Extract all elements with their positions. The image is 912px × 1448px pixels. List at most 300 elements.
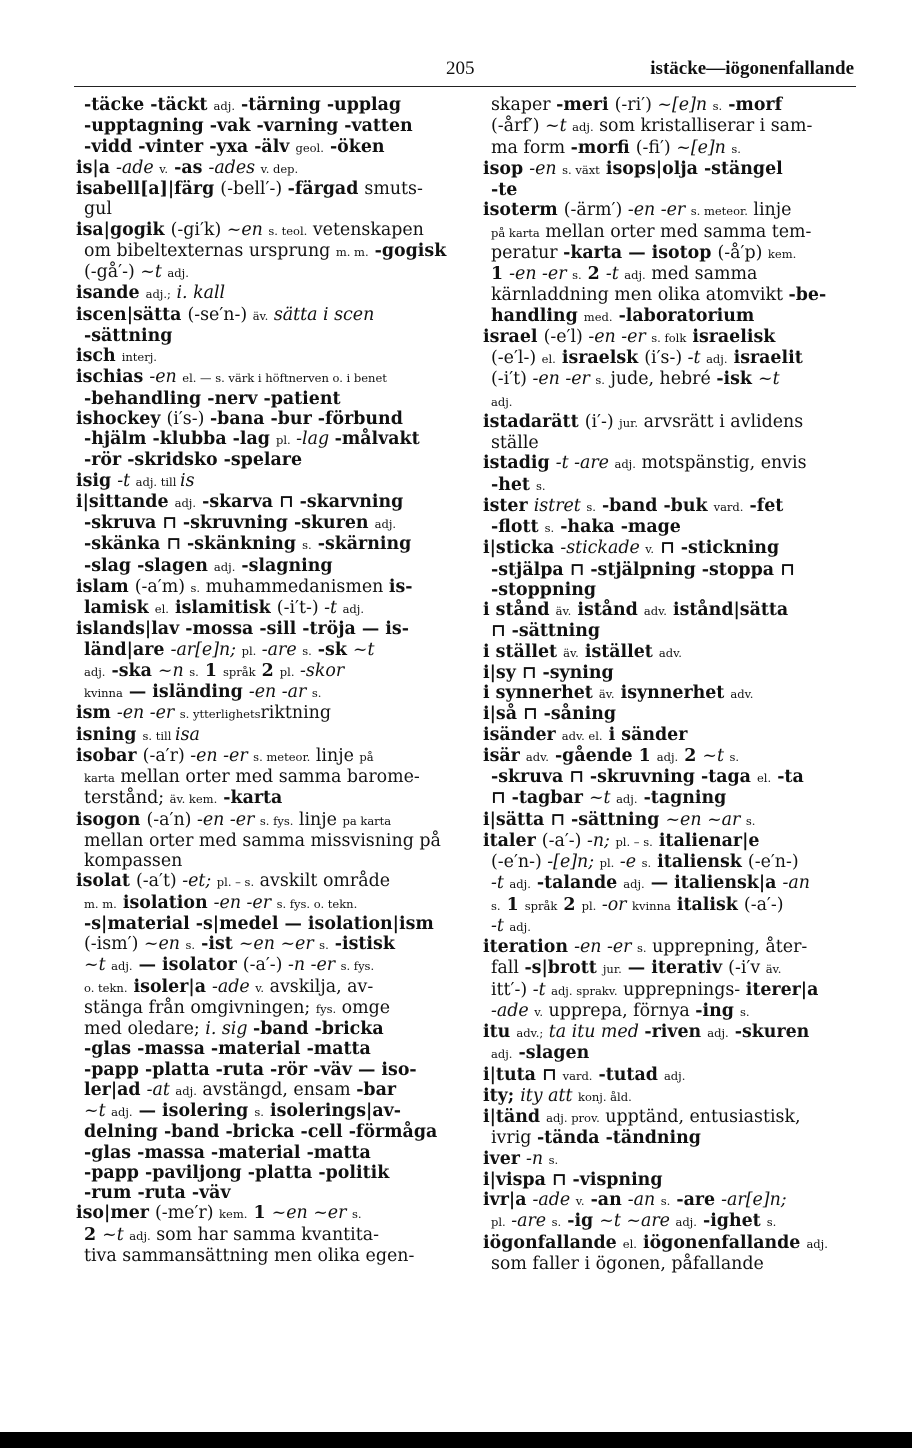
text-segment: sätta i scen bbox=[268, 304, 375, 325]
text-segment: israelisk bbox=[686, 326, 776, 347]
dictionary-line bbox=[483, 683, 855, 704]
text-segment: v. dep. bbox=[260, 161, 299, 176]
dictionary-line bbox=[483, 788, 855, 809]
text-segment: -gående 1 bbox=[548, 745, 657, 766]
text-segment: (-ärm′) bbox=[563, 200, 628, 221]
text-segment: gul bbox=[84, 199, 112, 220]
text-segment: s. bbox=[586, 499, 596, 514]
text-segment: ~ bbox=[102, 1224, 117, 1245]
text-segment: i synnerhet bbox=[483, 683, 599, 703]
text-segment: i|sy ⊓ -syning bbox=[483, 662, 614, 683]
text-segment: vetenskapen bbox=[307, 219, 424, 240]
text-segment: -n; bbox=[586, 830, 616, 851]
text-segment: -n bbox=[526, 1148, 549, 1169]
text-segment: ~ bbox=[157, 660, 173, 681]
text-segment: isop bbox=[483, 158, 530, 179]
text-segment: -behandling -nerv -patient bbox=[84, 388, 341, 409]
text-segment: -en -er bbox=[509, 264, 573, 284]
text-segment: ler|ad bbox=[84, 1079, 147, 1100]
text-segment: (-ism′) ~ bbox=[84, 934, 159, 954]
dictionary-line bbox=[76, 283, 448, 304]
dictionary-line bbox=[483, 560, 855, 580]
text-segment: s. fys. bbox=[259, 813, 294, 828]
dictionary-line bbox=[76, 998, 448, 1019]
text-segment: -en -er bbox=[588, 326, 652, 347]
text-segment: [e]n bbox=[672, 95, 713, 115]
text-segment: muhammedanismen bbox=[200, 576, 389, 597]
text-segment: konj. åld. bbox=[578, 1089, 632, 1104]
text-segment: s. bbox=[311, 686, 322, 700]
text-segment: s. bbox=[729, 749, 740, 764]
dictionary-line bbox=[483, 1149, 855, 1170]
text-segment: i stället bbox=[483, 641, 564, 662]
text-segment: en bbox=[241, 219, 269, 240]
dictionary-line bbox=[483, 159, 855, 180]
dictionary-line bbox=[76, 810, 448, 831]
text-segment: i|sittande bbox=[76, 491, 175, 512]
text-segment: -t bbox=[532, 979, 552, 1000]
dictionary-line bbox=[76, 661, 448, 682]
text-segment: s. bbox=[185, 938, 196, 952]
text-segment: (i′-) bbox=[584, 411, 620, 432]
dictionary-line bbox=[76, 326, 448, 346]
text-segment: jur. bbox=[602, 962, 622, 977]
text-segment: s. bbox=[739, 1004, 750, 1019]
text-segment: ity att bbox=[520, 1085, 578, 1106]
text-segment: -s|material -s|medel — isolation|ism bbox=[84, 913, 434, 934]
text-segment: (-i′v bbox=[728, 958, 766, 979]
text-segment: istadig bbox=[483, 453, 556, 474]
text-segment: el. bbox=[541, 352, 556, 366]
text-segment: -stoppning bbox=[491, 579, 597, 600]
dictionary-line bbox=[483, 496, 855, 517]
text-segment: italisk bbox=[670, 894, 744, 915]
text-segment: adj.; bbox=[145, 287, 171, 302]
text-segment: 2 bbox=[678, 745, 703, 766]
text-segment: -rör -skridsko -spelare bbox=[84, 450, 303, 471]
dictionary-line bbox=[76, 471, 448, 492]
text-segment: -tutad bbox=[592, 1064, 664, 1085]
dictionary-line bbox=[483, 852, 855, 873]
text-segment: ~ bbox=[352, 639, 368, 660]
text-segment: -papp -paviljong -platta -politik bbox=[84, 1162, 390, 1183]
text-segment: -at bbox=[146, 1079, 176, 1100]
text-segment: (-a′r) bbox=[142, 745, 191, 766]
text-segment: s. folk bbox=[651, 330, 687, 345]
text-segment: -en -er bbox=[196, 809, 260, 830]
dictionary-line bbox=[483, 1001, 855, 1022]
text-segment: adj. bbox=[111, 959, 133, 974]
dictionary-line bbox=[76, 1246, 448, 1266]
text-segment: t bbox=[613, 1211, 627, 1232]
text-segment: isoler|a bbox=[127, 976, 213, 997]
text-segment: ta itu med bbox=[543, 1022, 645, 1042]
text-segment: -skärning bbox=[311, 534, 412, 555]
text-segment: — isolering bbox=[132, 1101, 255, 1121]
text-segment: iscen|sätta bbox=[76, 304, 188, 325]
dictionary-line bbox=[483, 95, 855, 116]
text-segment: vard. bbox=[713, 499, 744, 514]
text-segment: ~ bbox=[626, 1211, 641, 1232]
text-segment: -skänka ⊓ -skänkning bbox=[84, 534, 303, 555]
text-segment: (-e′l) bbox=[543, 326, 589, 347]
text-segment: pl. bbox=[275, 433, 291, 447]
text-segment: -te bbox=[491, 180, 518, 200]
dictionary-line bbox=[483, 369, 855, 390]
text-segment: t bbox=[154, 262, 168, 282]
text-segment: linje bbox=[310, 745, 360, 766]
text-segment: -s|brott bbox=[524, 958, 603, 979]
text-segment: -ig bbox=[561, 1211, 600, 1232]
text-segment: om bibeltexternas ursprung bbox=[84, 240, 336, 261]
text-segment: istånd bbox=[571, 600, 644, 620]
text-segment: avskilt område bbox=[254, 871, 391, 892]
text-segment: arvsrätt i avlidens bbox=[638, 411, 804, 432]
dictionary-line bbox=[483, 621, 855, 641]
text-segment: adj. bbox=[84, 664, 106, 679]
dictionary-line bbox=[76, 220, 448, 241]
text-segment: -skuren bbox=[728, 1022, 810, 1042]
text-segment: italer bbox=[483, 830, 542, 851]
text-segment: -öken bbox=[323, 136, 385, 157]
text-segment: s. bbox=[351, 1207, 362, 1222]
text-segment: (i′s-) bbox=[166, 408, 210, 429]
text-segment: på karta bbox=[491, 225, 540, 240]
text-segment: adj. bbox=[213, 559, 236, 574]
text-segment: (-bell′-) bbox=[220, 179, 288, 199]
text-segment: i|tuta ⊓ bbox=[483, 1064, 563, 1085]
text-segment: adj. bbox=[129, 1228, 151, 1243]
text-segment: en bbox=[158, 934, 186, 954]
text-segment: (-e′n-) bbox=[747, 852, 799, 872]
text-segment: el. bbox=[757, 771, 772, 785]
text-segment: -sk bbox=[311, 639, 353, 660]
text-segment: i|sätta ⊓ -sättning bbox=[483, 809, 666, 830]
text-segment: motspänstig, envis bbox=[635, 453, 807, 474]
text-segment: kem. bbox=[767, 246, 797, 261]
dictionary-line bbox=[483, 433, 855, 453]
text-segment: isynnerhet bbox=[614, 683, 731, 703]
text-segment: adj. till bbox=[135, 474, 181, 489]
text-segment: -vidd -vinter -yxa -älv bbox=[84, 136, 296, 157]
text-segment: s. bbox=[254, 1105, 264, 1119]
text-segment: — iterativ bbox=[621, 958, 729, 979]
text-segment: -en -ar bbox=[248, 682, 312, 702]
dictionary-line bbox=[483, 937, 855, 958]
text-segment: ~ bbox=[84, 955, 99, 976]
text-segment: -slagning bbox=[235, 555, 333, 576]
dictionary-line bbox=[483, 704, 855, 724]
text-segment: v. bbox=[575, 1194, 585, 1208]
text-segment: (-i′t) bbox=[491, 369, 533, 390]
text-segment: -tända -tändning bbox=[536, 1128, 701, 1149]
text-segment: iögonenfallande bbox=[636, 1232, 807, 1253]
text-segment: ister bbox=[483, 495, 534, 516]
text-segment: linje bbox=[747, 200, 792, 221]
text-segment: islands|lav -mossa -sill -tröja — is- bbox=[76, 619, 409, 640]
dictionary-line bbox=[76, 598, 448, 619]
dictionary-line bbox=[483, 663, 855, 683]
text-segment: ⊓ -stickning bbox=[654, 538, 780, 559]
text-segment: äv. kem. bbox=[169, 792, 218, 807]
dictionary-line bbox=[76, 367, 448, 388]
dictionary-line bbox=[483, 200, 855, 221]
dictionary-line bbox=[483, 538, 855, 559]
text-segment: adj. bbox=[491, 394, 513, 409]
text-segment: karta bbox=[84, 771, 115, 785]
right-column bbox=[483, 95, 855, 1274]
text-segment: -hjälm -klubba -lag bbox=[84, 429, 276, 449]
text-segment: s. bbox=[536, 478, 546, 493]
dictionary-line bbox=[76, 767, 448, 788]
text-segment: -slag -slagen bbox=[84, 555, 214, 576]
text-segment: isch bbox=[76, 346, 122, 366]
text-segment: adj. bbox=[656, 749, 679, 764]
text-segment: fys. bbox=[315, 1001, 337, 1016]
text-segment: s. fys. bbox=[340, 959, 375, 974]
text-segment: adj. bbox=[509, 919, 531, 934]
dictionary-line bbox=[483, 1086, 855, 1107]
dictionary-line bbox=[76, 682, 448, 703]
text-segment: isa|gogik bbox=[76, 219, 171, 240]
dictionary-line bbox=[483, 306, 855, 327]
text-segment: ~ bbox=[599, 1211, 614, 1232]
text-segment: adj. bbox=[175, 1083, 197, 1098]
text-segment: -t bbox=[324, 598, 343, 618]
text-segment: -or bbox=[596, 894, 633, 915]
dictionary-line bbox=[483, 138, 855, 159]
text-segment: -morfi bbox=[570, 137, 636, 158]
text-segment: el. bbox=[622, 1236, 637, 1251]
text-segment: -as bbox=[168, 157, 209, 178]
text-segment: ity; bbox=[483, 1085, 521, 1106]
dictionary-line bbox=[76, 346, 448, 367]
text-segment: adj. bbox=[706, 352, 728, 366]
dictionary-line bbox=[483, 1254, 855, 1274]
text-segment: ~ bbox=[665, 809, 681, 830]
text-segment: israel bbox=[483, 326, 544, 347]
text-segment: adj. bbox=[491, 1047, 513, 1062]
dictionary-line bbox=[76, 556, 448, 577]
dictionary-line bbox=[483, 1065, 855, 1086]
text-segment: ar bbox=[721, 809, 746, 830]
text-segment: ~ bbox=[280, 934, 296, 954]
text-segment: -bana -bur -förbund bbox=[209, 408, 403, 429]
text-segment: vard. bbox=[562, 1068, 593, 1083]
text-segment: iögonfallande bbox=[483, 1232, 623, 1253]
text-segment: -t bbox=[605, 264, 625, 284]
text-segment: t bbox=[116, 1224, 130, 1245]
text-segment: terstånd; bbox=[84, 788, 170, 809]
dictionary-line bbox=[76, 746, 448, 767]
left-column bbox=[76, 95, 448, 1266]
text-segment: -upptagning -vak -varning -vatten bbox=[84, 116, 413, 137]
text-segment: isabell[a]|färg bbox=[76, 179, 221, 199]
text-segment: is- bbox=[388, 576, 413, 597]
text-segment: — isolator bbox=[132, 955, 243, 976]
text-segment: i sänder bbox=[602, 724, 688, 745]
text-segment: s. bbox=[641, 856, 652, 870]
text-segment: -ade bbox=[116, 157, 160, 178]
dictionary-line bbox=[483, 1128, 855, 1148]
text-segment: s. fys. o. tekn. bbox=[276, 896, 358, 911]
text-segment: en bbox=[680, 809, 708, 830]
text-segment: äv. bbox=[598, 687, 615, 701]
text-segment: adj. bbox=[111, 1105, 133, 1119]
text-segment: ~ bbox=[588, 788, 604, 809]
text-segment: -lag bbox=[290, 429, 335, 449]
text-segment: i. kall bbox=[170, 283, 226, 304]
text-segment: ⊓ -sättning bbox=[491, 621, 601, 642]
text-segment: (-årf′) ~ bbox=[491, 116, 560, 137]
text-segment: -flott bbox=[491, 517, 545, 537]
text-segment: v. bbox=[159, 161, 169, 176]
text-segment: istället bbox=[578, 641, 659, 662]
text-segment: -[e]n; bbox=[547, 852, 600, 872]
text-segment: -skor bbox=[294, 660, 345, 681]
text-segment: -e bbox=[614, 852, 642, 872]
text-segment: adj. bbox=[213, 99, 235, 113]
dictionary-line bbox=[483, 1107, 855, 1128]
text-segment: -laboratorium bbox=[612, 305, 755, 326]
text-segment: -en -er bbox=[574, 937, 637, 957]
text-segment: — isländing bbox=[122, 682, 249, 702]
text-segment: adj. bbox=[675, 1215, 697, 1230]
dictionary-line bbox=[483, 285, 855, 305]
text-segment: -en -er bbox=[532, 369, 596, 390]
text-segment: pl. – s. bbox=[615, 834, 653, 849]
text-segment: -skruva ⊓ -skruvning -skuren bbox=[84, 513, 375, 533]
dictionary-line bbox=[483, 243, 855, 264]
dictionary-line bbox=[76, 1039, 448, 1059]
text-segment: adv. bbox=[730, 687, 754, 701]
text-segment: -målvakt bbox=[334, 429, 420, 449]
text-segment: -talande bbox=[530, 873, 624, 894]
text-segment: s. bbox=[745, 813, 756, 828]
dictionary-line bbox=[483, 412, 855, 433]
text-segment: [e]n bbox=[690, 137, 732, 158]
text-segment: -ade bbox=[491, 1000, 535, 1021]
text-segment: -meri bbox=[556, 95, 615, 115]
dictionary-line bbox=[76, 703, 448, 724]
dictionary-line bbox=[483, 831, 855, 852]
text-segment: upptänd, entusiastisk, bbox=[599, 1107, 801, 1127]
text-segment: s. ytterlighets bbox=[179, 707, 261, 722]
text-segment: s. till bbox=[142, 728, 176, 743]
text-segment: -stickade bbox=[560, 538, 646, 559]
dictionary-line bbox=[76, 619, 448, 639]
text-segment: adj. bbox=[707, 1026, 729, 1040]
text-segment: ~ bbox=[707, 809, 722, 830]
dictionary-line bbox=[76, 429, 448, 450]
text-segment: s. bbox=[302, 538, 312, 553]
guide-words: istäcke—iögonenfallande bbox=[650, 58, 854, 79]
text-segment: -ar[e]n; bbox=[721, 1190, 787, 1210]
text-segment: (-fi′) ~ bbox=[635, 137, 691, 158]
text-segment: israelsk bbox=[555, 348, 645, 368]
text-segment: -band -bricka bbox=[253, 1019, 384, 1039]
text-segment: -morf bbox=[722, 95, 783, 115]
text-segment: s. bbox=[731, 141, 741, 156]
text-segment: -ades bbox=[208, 157, 261, 178]
dictionary-line bbox=[76, 534, 448, 555]
text-segment: t bbox=[603, 788, 617, 809]
dictionary-line bbox=[76, 492, 448, 513]
text-segment: -fet bbox=[743, 495, 784, 516]
text-segment: -an bbox=[782, 873, 810, 894]
text-segment: -ar[e]n; bbox=[170, 639, 242, 660]
dictionary-line bbox=[76, 955, 448, 976]
text-segment: upprepning, åter- bbox=[646, 937, 808, 957]
text-segment: -slagen bbox=[512, 1043, 590, 1064]
text-segment: på bbox=[359, 749, 374, 764]
page-header bbox=[0, 58, 912, 84]
text-segment: v. bbox=[534, 1004, 543, 1019]
text-segment: mellan orter med samma missvisning på bbox=[84, 830, 441, 851]
text-segment: isig bbox=[76, 470, 118, 491]
dictionary-line bbox=[483, 958, 855, 979]
text-segment: ~ bbox=[84, 1101, 99, 1121]
dictionary-line bbox=[76, 137, 448, 158]
text-segment: er bbox=[327, 1203, 352, 1224]
dictionary-line bbox=[76, 409, 448, 429]
text-segment: itu bbox=[483, 1022, 517, 1042]
text-segment: 2 bbox=[255, 660, 280, 681]
text-segment: istret bbox=[533, 495, 587, 516]
text-segment: adj. bbox=[342, 602, 365, 616]
dictionary-line bbox=[76, 389, 448, 409]
text-segment: interj. bbox=[121, 350, 157, 364]
text-segment: -an bbox=[627, 1190, 661, 1210]
text-segment: -bar bbox=[356, 1079, 397, 1100]
text-segment: länd|are bbox=[84, 639, 171, 660]
text-segment: -t bbox=[491, 915, 510, 936]
text-segment: -are bbox=[256, 639, 303, 660]
text-segment: istånd|sätta bbox=[666, 600, 789, 620]
text-segment: adj. bbox=[616, 792, 638, 807]
text-segment: (-a′n) bbox=[146, 809, 197, 830]
text-segment: (-e′n-) bbox=[491, 852, 548, 872]
dictionary-line bbox=[483, 895, 855, 916]
text-segment: med oledare; bbox=[84, 1019, 206, 1039]
dictionary-line bbox=[76, 450, 448, 470]
text-segment: -stjälpa ⊓ -stjälpning -stoppa ⊓ bbox=[491, 559, 795, 580]
text-segment: pl. bbox=[599, 856, 615, 870]
text-segment: -het bbox=[491, 474, 537, 495]
dictionary-line bbox=[483, 517, 855, 538]
text-segment: stänga från omgivningen; bbox=[84, 997, 316, 1018]
dictionary-line bbox=[483, 327, 855, 348]
text-segment: isning bbox=[76, 724, 143, 745]
dictionary-line bbox=[76, 1019, 448, 1039]
dictionary-line bbox=[76, 199, 448, 219]
text-segment: -karta bbox=[217, 788, 283, 809]
text-segment: 1 bbox=[491, 264, 510, 284]
text-segment: en bbox=[286, 1203, 314, 1224]
text-segment: adv. bbox=[658, 645, 682, 660]
text-segment: handling bbox=[491, 305, 584, 326]
text-segment: isoterm bbox=[483, 200, 564, 221]
text-segment: pl. bbox=[279, 664, 295, 679]
text-segment: t bbox=[367, 639, 375, 660]
text-segment: iterer|a bbox=[745, 979, 819, 1000]
text-segment: peratur bbox=[491, 242, 564, 263]
dictionary-line bbox=[76, 1143, 448, 1163]
dictionary-line bbox=[483, 348, 855, 369]
text-segment: ~ bbox=[758, 369, 773, 390]
text-segment: delning -band -bricka -cell -förmåga bbox=[84, 1122, 438, 1143]
text-segment: 2 bbox=[581, 264, 606, 284]
